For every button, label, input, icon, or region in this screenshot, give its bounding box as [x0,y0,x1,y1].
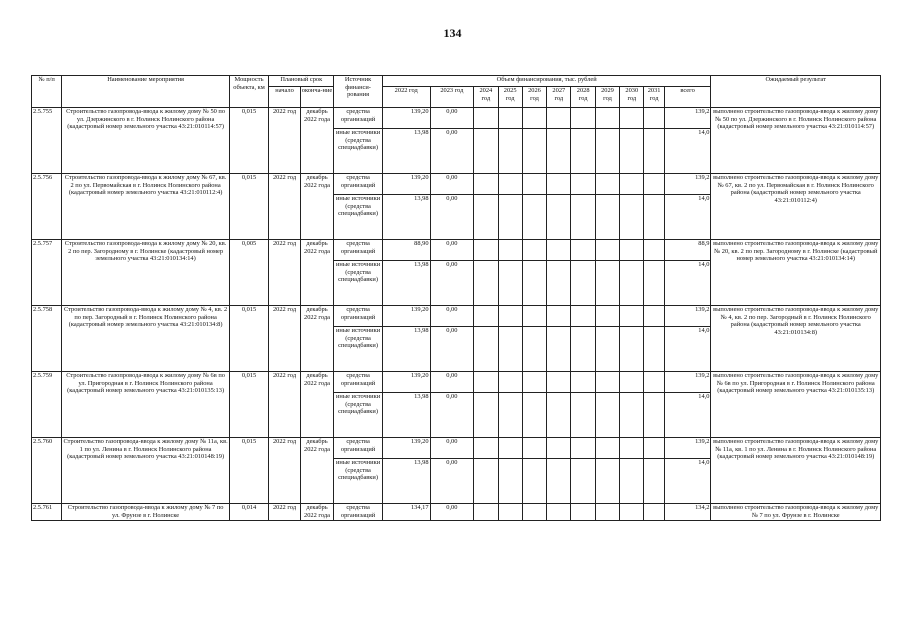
row-source-orgs: средства организаций [334,372,383,393]
row-value-2023: 0,00 [430,504,474,521]
row-source-other: иные источники (средства специадбавки) [334,195,383,240]
table-row [32,372,881,393]
row-total: 139,2 [664,372,711,393]
row-capacity: 0,015 [229,174,269,240]
row-capacity: 0,014 [229,504,269,521]
header-end: оконча-ние [300,87,333,108]
row-value-2022: 13,98 [382,459,430,504]
row-end: декабрь 2022 года [300,174,333,240]
row-value-2022: 13,98 [382,327,430,372]
row-name: Строительство газопровода-ввода к жилому дому № 11а, кв. 1 по ул. Ленина в г. Нолинск Нолинского района (кадастровый номер земельного участка 43:21:010148:19) [62,438,229,504]
row-number: 2.5.761 [32,504,62,521]
row-name: Строительство газопровода-ввода к жилому дому № 67, кв. 2 по ул. Первомайская в г. Нолинск Нолинского района (кадастровый номер земельного участка 43:21:010112:4) [62,174,229,240]
row-name: Строительство газопровода-ввода к жилому дому № 7 по ул. Фрунзе в г. Нолинске [62,504,229,521]
row-source-other: иные источники (средства специадбавки) [334,261,383,306]
row-end: декабрь 2022 года [300,372,333,438]
row-start: 2022 год [269,240,300,306]
table-row [32,174,881,195]
row-source-other: иные источники (средства специадбавки) [334,327,383,372]
row-total: 14,0 [664,261,711,306]
row-value-2022: 139,20 [382,372,430,393]
row-value-2022: 88,90 [382,240,430,261]
row-capacity: 0,015 [229,306,269,372]
row-total: 14,0 [664,129,711,174]
row-value-2022: 134,17 [382,504,430,521]
row-total: 134,2 [664,504,711,521]
row-source-orgs: средства организаций [334,240,383,261]
row-value-2022: 13,98 [382,261,430,306]
row-value-2023: 0,00 [430,393,474,438]
row-number: 2.5.757 [32,240,62,306]
row-start: 2022 год [269,174,300,240]
row-value-2023: 0,00 [430,327,474,372]
row-value-2022: 13,98 [382,129,430,174]
row-source-other: иные источники (средства специадбавки) [334,129,383,174]
row-result: выполнено строительство газопровода-ввода к жилому дому № 4, кв. 2 по пер. Загородный в г. Нолинск Нолинского района (кадастровый номер земельного участка 43:21:010134:8) [711,306,881,372]
row-value-2023: 0,00 [430,108,474,129]
row-name: Строительство газопровода-ввода к жилому дому № 4, кв. 2 по пер. Загородный в г. Нолинск Нолинского района (кадастровый номер земельного участка 43:21:010134:8) [62,306,229,372]
row-source-orgs: средства организаций [334,174,383,195]
row-start: 2022 год [269,372,300,438]
row-value-2023: 0,00 [430,174,474,195]
header-capacity: Мощность объекта, км [229,76,269,108]
header-total: всего [664,87,711,108]
row-name: Строительство газопровода-ввода к жилому дому № 20, кв. 2 по пер. Загородному в г. Нолинске (кадастровый номер земельного участка 43:21:010134:14) [62,240,229,306]
row-number: 2.5.760 [32,438,62,504]
row-total: 139,2 [664,438,711,459]
row-value-2022: 13,98 [382,195,430,240]
row-total: 14,0 [664,459,711,504]
row-number: 2.5.759 [32,372,62,438]
table-row [32,240,881,261]
table-row [32,108,881,129]
row-total: 14,0 [664,195,711,240]
row-end: декабрь 2022 года [300,504,333,521]
row-total: 14,0 [664,393,711,438]
row-end: декабрь 2022 года [300,438,333,504]
row-capacity: 0,015 [229,372,269,438]
row-value-2023: 0,00 [430,459,474,504]
row-value-2022: 139,20 [382,306,430,327]
header-year-2023: 2023 год [430,87,474,108]
row-total: 139,2 [664,306,711,327]
row-value-2022: 139,20 [382,108,430,129]
row-value-2023: 0,00 [430,438,474,459]
row-source-other: иные источники (средства специадбавки) [334,393,383,438]
row-start: 2022 год [269,438,300,504]
header-year-2031: 2031 год [644,87,664,108]
table-body [32,108,881,521]
row-source-other: иные источники (средства специадбавки) [334,459,383,504]
row-end: декабрь 2022 года [300,306,333,372]
row-number: 2.5.758 [32,306,62,372]
row-start: 2022 год [269,306,300,372]
header-source: Источник финанси-рования [334,76,383,108]
row-value-2022: 139,20 [382,174,430,195]
row-result: выполнено строительство газопровода-ввода к жилому дому № 7 по ул. Фрунзе в г. Нолинске [711,504,881,521]
row-result: выполнено строительство газопровода-ввода к жилому дому № 6в по ул. Пригородная в г. Нолинск Нолинского района (кадастровый номер земельного участка 43:21:010135:13) [711,372,881,438]
row-name: Строительство газопровода-ввода к жилому дому № 6в по ул. Пригородная в г. Нолинск Нолинского района (кадастровый номер земельного участка 43:21:010135:13) [62,372,229,438]
row-result: выполнено строительство газопровода-ввода к жилому дому № 20, кв. 2 по пер. Загородному в г. Нолинске (кадастровый номер земельного участка 43:21:010134:14) [711,240,881,306]
header-year-2024: 2024 год [474,87,498,108]
header-year-2027: 2027 год [547,87,571,108]
row-value-2022: 139,20 [382,438,430,459]
row-capacity: 0,005 [229,240,269,306]
row-total: 139,2 [664,174,711,195]
header-year-2028: 2028 год [571,87,595,108]
row-source-orgs: средства организаций [334,306,383,327]
table-row [32,438,881,459]
row-start: 2022 год [269,504,300,521]
header-year-2026: 2026 год [522,87,546,108]
funding-table [31,75,881,521]
row-total: 14,0 [664,327,711,372]
header-name: Наименование мероприятия [62,76,229,108]
row-value-2023: 0,00 [430,129,474,174]
row-value-2023: 0,00 [430,195,474,240]
page-number: 134 [443,26,462,40]
row-result: выполнено строительство газопровода-ввода к жилому дому № 50 по ул. Дзержинского в г. Нолинск Нолинского района (кадастровый номер земельного участка 43:21:010114:57) [711,108,881,174]
row-result: выполнено строительство газопровода-ввода к жилому дому № 67, кв. 2 по ул. Первомайская в г. Нолинск Нолинского района (кадастровый номер земельного участка 43:21:010112:4) [711,174,881,240]
row-source-orgs: средства организаций [334,438,383,459]
row-value-2023: 0,00 [430,372,474,393]
row-total: 139,2 [664,108,711,129]
header-year-2025: 2025 год [498,87,522,108]
row-end: декабрь 2022 года [300,108,333,174]
row-total: 88,9 [664,240,711,261]
row-value-2023: 0,00 [430,261,474,306]
row-number: 2.5.756 [32,174,62,240]
header-year-2022: 2022 год [382,87,430,108]
row-result: выполнено строительство газопровода-ввода к жилому дому № 11а, кв. 1 по ул. Ленина в г. Нолинск Нолинского района (кадастровый номер земельного участка 43:21:010148:19) [711,438,881,504]
header-year-2029: 2029 год [595,87,619,108]
row-source-orgs: средства организаций [334,504,383,521]
table-row [32,504,881,521]
row-capacity: 0,015 [229,108,269,174]
row-source-orgs: средства организаций [334,108,383,129]
header-result: Ожидаемый результат [711,76,881,108]
header-plan-term: Плановый срок [269,76,334,87]
row-capacity: 0,015 [229,438,269,504]
row-end: декабрь 2022 года [300,240,333,306]
row-value-2023: 0,00 [430,306,474,327]
row-value-2023: 0,00 [430,240,474,261]
row-value-2022: 13,98 [382,393,430,438]
row-start: 2022 год [269,108,300,174]
row-name: Строительство газопровода-ввода к жилому дому № 50 по ул. Дзержинского в г. Нолинск Нолинского района (кадастровый номер земельного участка 43:21:010114:57) [62,108,229,174]
header-num: № п/п [32,76,62,108]
header-start: начало [269,87,300,108]
header-funding: Объем финансирования, тыс. рублей [382,76,711,87]
header-year-2030: 2030 год [620,87,644,108]
row-number: 2.5.755 [32,108,62,174]
table-row [32,306,881,327]
